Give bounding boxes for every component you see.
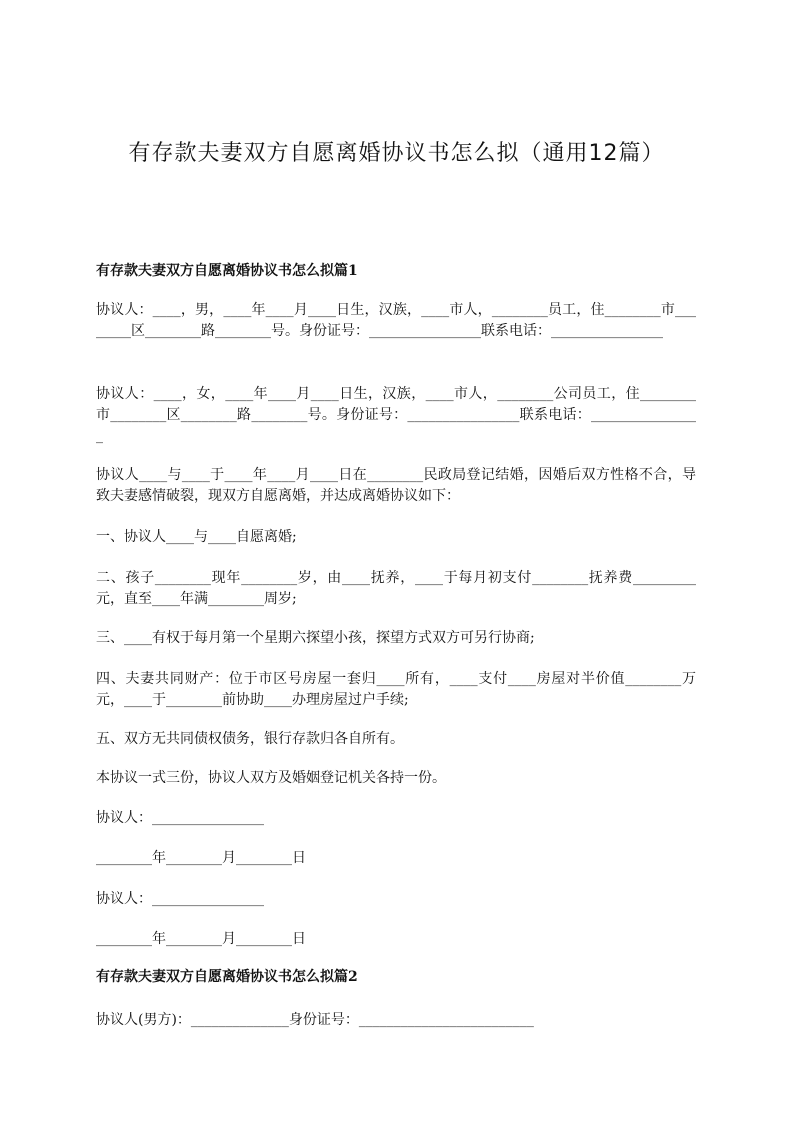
clause-2: 二、孩子________现年________岁，由____抚养，____于每月初支付________抚养费_________元，直至____年满________周岁; [96, 570, 696, 607]
marriage-info-paragraph: 协议人____与____于____年____月____日在________民政局登记结婚，因婚后双方性格不合，导致夫妻感情破裂，现双方自愿离婚，并达成离婚协议如下： [96, 467, 696, 504]
section-1-heading: 有存款夫妻双方自愿离婚协议书怎么拟篇1 [96, 263, 358, 279]
clause-4: 四、夫妻共同财产：位于市区号房屋一套归____所有，____支付____房屋对半价值________万元，____于________前协助____办理房屋过户手续; [96, 671, 696, 708]
signature-line-1: 协议人：________________ [96, 810, 264, 826]
section-2-first-line: 协议人(男方)：______________身份证号：_________________________ [96, 1012, 534, 1028]
section-2-heading: 有存款夫妻双方自愿离婚协议书怎么拟篇2 [96, 969, 358, 985]
clause-5: 五、双方无共同债权债务，银行存款归各自所有。 [96, 731, 404, 747]
copies-statement: 本协议一式三份，协议人双方及婚姻登记机关各持一份。 [96, 770, 446, 786]
signature-line-2: 协议人：________________ [96, 891, 264, 907]
clause-3: 三、____有权于每月第一个星期六探望小孩，探望方式双方可另行协商; [96, 630, 535, 646]
date-line-1: ________年________月________日 [96, 850, 306, 866]
document-title: 有存款夫妻双方自愿离婚协议书怎么拟（通用12篇） [128, 141, 665, 166]
clause-1: 一、协议人____与____自愿离婚; [96, 529, 297, 545]
wife-info-paragraph: 协议人：____，女，____年____月____日生，汉族，____市人，________公司员工，住________市________区________路________号。身份证号：________________联系电话：________________ [96, 386, 696, 444]
husband-info-paragraph: 协议人：____，男，____年____月____日生，汉族，____市人，________员工，住________市________区________路________号。身份证号：________________联系电话：________________ [96, 302, 696, 339]
date-line-2: ________年________月________日 [96, 931, 306, 947]
